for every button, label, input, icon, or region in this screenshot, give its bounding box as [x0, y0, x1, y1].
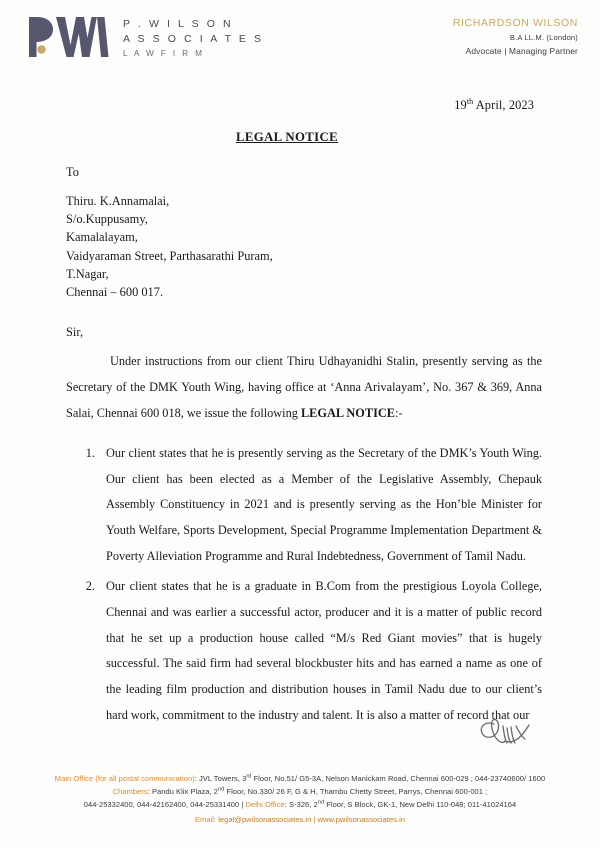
- address-line: T.Nagar,: [66, 266, 109, 281]
- intro-bold-term: LEGAL NOTICE: [300, 406, 395, 421]
- date-ordinal-suffix: th: [466, 96, 474, 106]
- intro-paragraph: [66, 349, 542, 426]
- salutation: Sir,: [66, 325, 84, 340]
- intro-text-after: :-: [394, 406, 403, 421]
- date-month-year: April, 2023: [473, 98, 534, 112]
- partner-details: [453, 16, 578, 58]
- handwritten-signature-icon: [474, 714, 548, 752]
- firm-name-block: [123, 15, 264, 59]
- numbered-clause-list: [66, 441, 542, 729]
- chambers-ordinal: nd: [217, 786, 225, 793]
- delhi-office-label: Delhi Office: [245, 800, 285, 810]
- address-line: S/o.Kuppusamy,: [66, 212, 148, 227]
- address-line: Vaidyaraman Street, Parthasarathi Puram,: [66, 248, 273, 263]
- pwa-monogram-logo-icon: [27, 14, 109, 60]
- recipient-label: To: [66, 165, 79, 179]
- footer-chambers: [0, 785, 600, 798]
- delhi-office-ordinal: nd: [317, 799, 325, 806]
- chambers-label: Chambers: [112, 786, 148, 796]
- chambers-value: : Pandu Klix Plaza, 2: [147, 786, 218, 796]
- clause-item: 2. Our client states that he is a graduate in B.Com from the prestigious Loyola College, Chennai and was earlier a successful actor, producer and it is a matter of public record that he set up a production house called “M/s Red Giant movies” that is hugely successful. The said firm had several blockbuster hits and has earned a name as one of the leading film production and distribution houses in Tamil Nadu due to our client’s hard work, commitment to the industry and talent. It is also a matter of record that our: [98, 574, 542, 729]
- firm-name-line2: A S S O C I A T E S: [123, 32, 264, 45]
- partner-name: RICHARDSON WILSON: [452, 17, 578, 29]
- document-title: LEGAL NOTICE: [236, 130, 338, 144]
- address-line: Thiru. K.Annamalai,: [66, 194, 170, 208]
- email-value[interactable]: : legal@pwilsonassociates.in | www.pwilsonassociates.in: [213, 814, 406, 824]
- firm-tagline: L A W F I R M: [123, 48, 205, 58]
- firm-branding: [27, 14, 264, 60]
- main-office-label: Main Office (for all postal communication): [54, 773, 195, 783]
- address-line: Kamalalayam,: [66, 230, 138, 245]
- footer-email: [0, 812, 600, 826]
- main-office-value-cont: Floor, No.51/ G5-3A, Nelson Manickam Road, Chennai 600-029 ; 044-23740600/ 1600: [251, 773, 546, 783]
- footer-main-office: [0, 772, 600, 785]
- address-line: Chennai – 600 017.: [66, 285, 164, 300]
- partner-role: Advocate | Managing Partner: [465, 45, 578, 56]
- clause-item: 1. Our client states that he is presently serving as the Secretary of the DMK’s Youth Wing. Our client has been elected as a Member of the Legislative Assembly, Chepauk Assembly Constituency in 2021 and is presently serving as the Hon’ble Minister for Youth Welfare, Sports Development, Special Programme Implementation Department & Poverty Alleviation Programme and Rural Indebtedness, Government of Tamil Nadu.: [98, 441, 542, 570]
- footer-phones-delhi: [0, 798, 600, 811]
- date-day: 19: [454, 98, 467, 112]
- footer: [0, 772, 600, 826]
- firm-name-line1: P . W I L S O N: [123, 17, 234, 30]
- letter-date: [66, 98, 542, 113]
- delhi-office-value-cont: Floor, S Block, GK-1, New Delhi 110-048; 011-41024164: [324, 800, 517, 810]
- letterhead: [0, 0, 600, 78]
- chambers-value-cont: Floor, No.330/ 26 F, G & H, Thambu Chetty Street, Parrys, Chennai 600-001 ;: [224, 786, 488, 796]
- recipient-address: [66, 192, 542, 301]
- letter-body: [0, 78, 600, 756]
- delhi-office-value: : S-326, 2: [284, 800, 318, 810]
- main-office-ordinal: rd: [246, 773, 252, 780]
- main-office-value: : JVL Towers, 3: [194, 773, 247, 783]
- intro-text-before: Under instructions from our client Thiru Udhayanidhi Stalin, presently serving as the Secretary of the DMK Youth Wing, having office at ‘Anna Arivalayam’, No. 367 & 369, Anna Salai, Chennai 600 018, we issue the following: [66, 354, 542, 421]
- email-label: Email: [194, 814, 214, 824]
- footer-phone-numbers: 044-25332400, 044-42162400, 044-25331400 |: [83, 800, 246, 810]
- partner-qualification: B.A LL.M. (London): [509, 32, 578, 42]
